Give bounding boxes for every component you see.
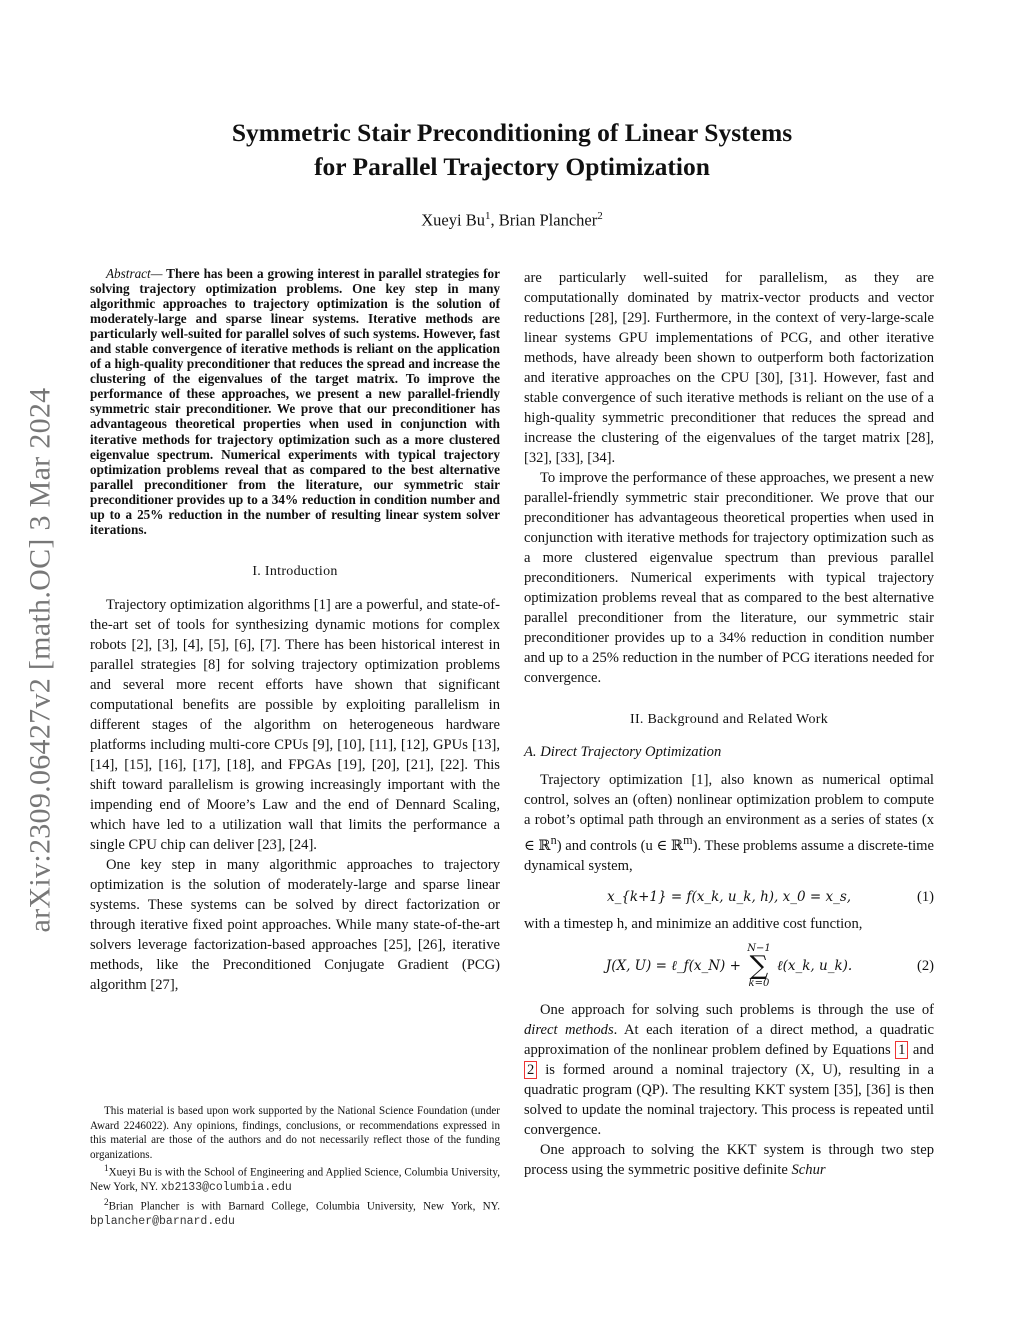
right-paragraph-2: To improve the performance of these approaches, we present a new parallel-friendly symmetric stair preconditioner. We prove that our preconditioner has advantageous theoretical properties when used in conjunction with iterative methods for trajectory optimization such as a more clustered eigenvalue spectrum than previous parallel preconditioners. Numerical experiments with typical trajectory optimization problems reveal that as compared to the best alternative parallel preconditioner from the literature, our symmetric stair preconditioner provides up to a 34% reduction in condition number and up to a 25% reduction in the number of PCG iterations needed for convergence. [524,470,934,686]
equation-link-1[interactable]: 1 [895,1041,908,1059]
author-1: Xueyi Bu [421,210,485,230]
equation-link-2[interactable]: 2 [524,1061,537,1079]
equation-1 [524,886,934,908]
intro-paragraph-2: One key step in many algorithmic approaches to trajectory optimization is the solution of moderately-large and sparse linear systems. These systems can be solved by direct factorization or through iterative fixed point approaches. While many state-of-the-art solvers leverage factorization-based approaches [25], [26], iterative methods, like the Preconditioned Conjugate Gradient (PCG) algorithm [27], [90,856,500,993]
subsection-heading-direct: A. Direct Trajectory Optimization [524,744,722,760]
author-1-affiliation: 1 [484,210,491,222]
bg-p3-part-a: One approach to solving the KKT system is through two step process using the symmetric positive definite [524,1141,934,1178]
equation-1-number: (1) [916,888,934,905]
background-paragraph-2 [524,1000,934,1140]
title-line-1: Symmetric Stair Preconditioning of Linear Systems [231,118,793,147]
sigma-glyph: ∑ [749,951,769,982]
title-line-2: for Parallel Trajectory Optimization [314,152,710,181]
sum-upper-limit: N−1 [747,943,771,955]
equation-2-number: (2) [916,957,934,974]
author-2-affiliation: 2 [597,210,603,222]
left-column [90,266,500,995]
section-heading-introduction: I. Introduction [252,563,338,579]
bg-p1-sup-n: n [550,833,557,847]
author-list [0,210,1024,231]
summation-symbol [747,943,771,989]
footnote-2-mark: 2 [104,1197,109,1208]
section-heading-background: II. Background and Related Work [629,712,829,727]
abstract-text: There has been a growing interest in parallel strategies for solving trajectory optimization problems. One key step in many algorithmic approaches to trajectory optimization is the solution of moderately-large and sparse linear systems. Iterative methods are particularly well-suited for parallel solves of such systems. However, fast and stable convergence of iterative methods is reliant on the application of a high-quality preconditioner that reduces the spread and increase the clustering of the eigenvalues of the target matrix. To improve the performance of these approaches, we present a new parallel-friendly symmetric stair preconditioner. We prove that our preconditioner has advantageous theoretical properties when used in conjunction with iterative methods for trajectory optimization such as a more clustered eigenvalue spectrum. Numerical experiments with typical trajectory optimization problems reveal that as compared to the best alternative parallel preconditioner from the literature, our symmetric stair preconditioner provides up to a 34% reduction in condition number and up to a 25% reduction in the number of resulting linear system solver iterations. [90,266,500,537]
bg-p2-emphasis: direct methods [524,1021,614,1038]
equation-between-text: with a timestep h, and minimize an additive cost function, [524,915,863,932]
footnote-1-mark: 1 [104,1164,109,1174]
paper-title [0,116,1024,184]
right-column [524,268,934,1180]
footnote-1-text: Xueyi Bu is with the School of Engineering and Applied Science, Columbia University, New York, NY. [90,1166,500,1194]
bg-p2-part-c: is formed around a nominal trajectory (X, U), resulting in a quadratic program (QP). The resulting KKT system [35], [36] is then solved to update the nominal trajectory. This process is repeated until convergence. [524,1061,934,1138]
bg-p1-sup-m: m [683,833,693,847]
footnotes [90,1104,500,1229]
bg-p1-part-c: ). These problems assume a discrete-time dynamical system, [524,837,934,874]
bg-p2-and: and [908,1041,934,1058]
arxiv-stamp [22,340,58,980]
intro-paragraph-1: Trajectory optimization algorithms [1] are a powerful, and state-of-the-art set of tools for synthesizing dynamic motions for complex robots [2], [3], [4], [5], [6], [7]. There has been historical interest in parallel strategies [8] for solving trajectory optimization problems and several more recent efforts have shown that significant computational benefits are possible by exploiting parallelism in different stages of the algorithm on heterogeneous hardware platforms including multi-core CPUs [9], [10], [11], [12], GPUs [13], [14], [15], [16], [17], [18], and FPGAs [19], [20], [21], [22]. This shift toward parallelism is growing increasingly important with the impending end of Moore’s Law and the end of Dennard Scaling, which have led to a utilization wall that limits the performance a single CPU chip can deliver [23], [24]. [90,596,500,853]
abstract [90,266,500,537]
equation-1-body: x_{k+1} = f(x_k, u_k, h), x_0 = x_s, [606,888,852,905]
bg-p2-part-a: One approach for solving such problems is through the use of [540,1001,934,1018]
footnote-2-text: Brian Plancher is with Barnard College, Columbia University, New York, NY. [108,1200,500,1213]
footnote-1 [90,1162,500,1196]
footnote-2 [90,1196,500,1230]
background-paragraph-1 [524,770,934,876]
footnote-1-email: xb2133@columbia.edu [160,1181,292,1195]
right-paragraph-1: are particularly well-suited for parallelism, as they are computationally dominated by matrix-vector products and vector reductions [28], [29]. Furthermore, in the context of very-large-scale linear systems GPU implementations of PCG, and other iterative methods, have already been shown to outperform both factorization and iterative approaches on the CPU [30], [31]. However, fast and stable convergence of such iterative methods is reliant on the use of a high-quality symmetric preconditioner that reduces the spread and increase the clustering of the eigenvalues of the target matrix [28], [32], [33], [34]. [524,270,934,466]
bg-p2-part-b: . At each iteration of a direct method, a quadratic approximation of the nonlinear problem defined by Equations [524,1021,934,1058]
equation-2 [524,938,934,994]
arxiv-stamp-text: arXiv:2309.06427v2 [math.OC] 3 Mar 2024 [23,387,56,933]
equation-2-lhs: J(X, U) = ℓ_f(x_N) + [605,957,741,974]
sum-lower-limit: k=0 [748,978,770,990]
author-separator: , [490,210,499,230]
bg-p1-part-a: Trajectory optimization [1], also known as numerical optimal control, solves an (often) nonlinear optimization problem to compute a robot’s optimal path through an environment as a series of states (x ∈ ℝ [524,772,934,854]
bg-p3-emphasis: Schur [791,1161,826,1178]
funding-note: This material is based upon work supported by the National Science Foundation (under Award 2246022). Any opinions, findings, conclusions, or recommendations expressed in this material are those of the authors and do not necessarily reflect those of the funding organizations. [90,1105,500,1161]
footnote-2-email: bplancher@barnard.edu [90,1214,235,1228]
abstract-dash: — [150,266,163,281]
abstract-label: Abstract [106,266,151,281]
background-paragraph-3 [524,1140,934,1180]
author-2: Brian Plancher [498,210,598,230]
equation-2-rhs: ℓ(x_k, u_k). [776,957,853,974]
bg-p1-part-b: ) and controls (u ∈ ℝ [556,837,684,854]
